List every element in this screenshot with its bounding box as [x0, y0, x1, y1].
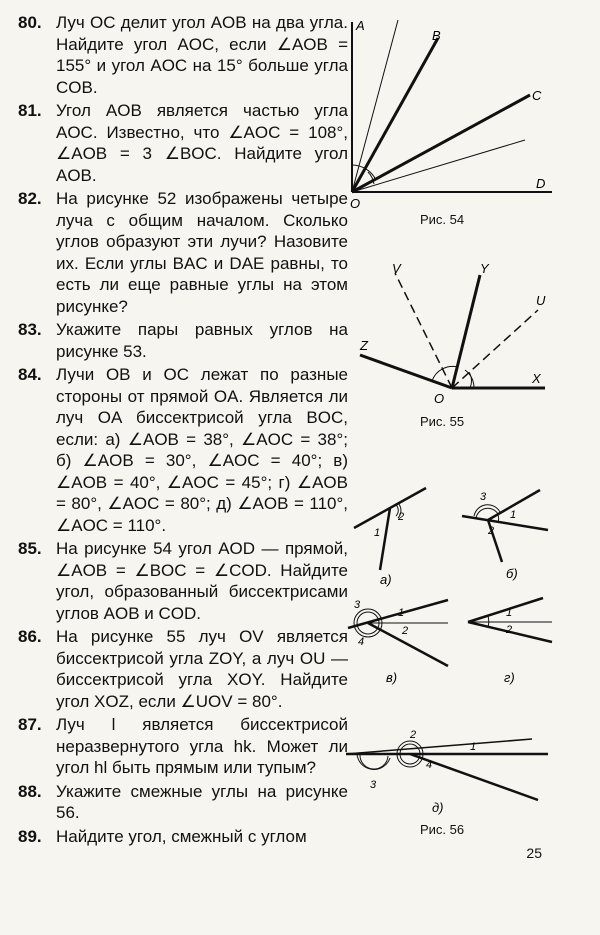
problem-number: 87. [18, 715, 42, 734]
figure-54 [340, 0, 600, 220]
problem-number: 84. [18, 365, 42, 384]
label-o: O [434, 391, 445, 406]
label-c: C [532, 88, 542, 103]
problem-87 [18, 714, 348, 779]
problem-85 [18, 538, 348, 624]
figures-column [340, 0, 600, 900]
problem-number: 86. [18, 627, 42, 646]
problem-80 [18, 12, 348, 98]
figure-55 [340, 255, 600, 435]
label-y: Y [480, 261, 489, 276]
problem-text: Луч l является биссектрисой неразвернутого угла hk. Может ли угол hl быть прямым или тупым? [56, 715, 348, 777]
problem-84 [18, 364, 348, 536]
label-3: 3 [370, 779, 377, 791]
problem-83 [18, 319, 348, 362]
problem-89 [18, 826, 348, 848]
problem-text: На рисунке 52 изображены четыре луча с общим началом. Сколько углов образуют эти лучи? Назовите их. Если углы BAC и DAE равны, то есть ли еще равные углы на этом рисунке? [56, 189, 348, 316]
ray-ou [452, 310, 538, 388]
problem-number: 82. [18, 189, 42, 208]
label-z: Z [360, 338, 368, 353]
problem-text: Найдите угол, смежный с углом [56, 826, 307, 846]
problem-number: 83. [18, 320, 42, 339]
problem-text: На рисунке 55 луч OV является биссектрисой угла ZOY, а луч OU — биссектрисой угла XOY. Найдите угол XOZ, если ∠UOV = 80°. [56, 627, 348, 711]
label-2: 2 [398, 511, 405, 523]
caption-fig-55: Рис. 55 [420, 414, 465, 429]
problem-86 [18, 626, 348, 712]
problem-88 [18, 781, 348, 824]
label-d: д) [432, 800, 444, 815]
caption-fig-56: Рис. 56 [420, 822, 465, 837]
label-a: A [356, 18, 365, 33]
problems-column [18, 12, 348, 849]
label-2: 2 [488, 525, 495, 537]
label-1: 1 [398, 607, 405, 619]
angle-arc [498, 515, 499, 522]
label-u: U [536, 293, 546, 308]
figure-56d [346, 739, 548, 800]
problem-number: 88. [18, 781, 42, 801]
label-2: 2 [506, 624, 513, 636]
label-2: 2 [402, 625, 409, 637]
problem-82 [18, 188, 348, 317]
problem-81 [18, 100, 348, 186]
label-g: г) [504, 670, 515, 685]
problem-text: Укажите смежные углы на рисунке 56. [56, 781, 348, 822]
problem-text: Угол AOB является частью угла AOC. Известно, что ∠AOC = 108°, ∠AOB = 3 ∠BOC. Найдите угол AOB. [56, 101, 348, 185]
label-3: 3 [480, 491, 487, 503]
label-d: D [536, 176, 546, 191]
label-b: B [432, 28, 441, 43]
problem-number: 80. [18, 13, 42, 32]
line [380, 508, 390, 570]
label-2: 2 [410, 729, 417, 741]
line [346, 739, 532, 754]
line [462, 516, 548, 530]
caption-fig-54: Рис. 54 [420, 212, 465, 227]
label-b: б) [506, 566, 518, 581]
label-v: в) [386, 670, 398, 685]
problem-number: 85. [18, 539, 42, 558]
label-4: 4 [358, 636, 365, 648]
label-v: V [392, 261, 401, 276]
label-3: 3 [354, 599, 361, 611]
label-1: 1 [506, 607, 513, 619]
label-a: а) [380, 572, 392, 587]
label-4: 4 [426, 759, 433, 771]
page-number: 25 [526, 845, 542, 861]
problem-text: Луч OC делит угол AOB на два угла. Найдите угол AOC, если ∠AOB = 155° и угол AOC на 15° больше угла COB. [56, 13, 348, 97]
problem-text: На рисунке 54 угол AOD — прямой, ∠AOB = ∠BOC = ∠COD. Найдите угол, образованный биссектрисами углов AOB и COD. [56, 539, 348, 623]
figure-56b [462, 490, 548, 562]
problem-number: 81. [18, 101, 42, 120]
label-1: 1 [510, 509, 517, 521]
problem-number: 89. [18, 826, 42, 846]
figure-56a [354, 488, 426, 570]
label-1: 1 [470, 741, 477, 753]
label-1: 1 [374, 527, 381, 539]
problem-text: Укажите пары равных углов на рисунке 53. [56, 320, 348, 361]
label-o: O [350, 196, 361, 211]
label-x: X [532, 371, 541, 386]
problem-text: Лучи OB и OC лежат по разные стороны от прямой OA. Является ли луч OA биссектрисой угла BOC, если: а) ∠AOB = 38°, ∠AOC = 38°; б) ∠AOB = 30°, ∠AOC = 40°; в) ∠AOB = 40°, ∠AOC = 45°; г) ∠AOB = 80°, ∠AOC = 80°; д) ∠AOB = 110°, ∠AOC = 110°. [56, 365, 348, 535]
figure-56 [340, 470, 600, 840]
